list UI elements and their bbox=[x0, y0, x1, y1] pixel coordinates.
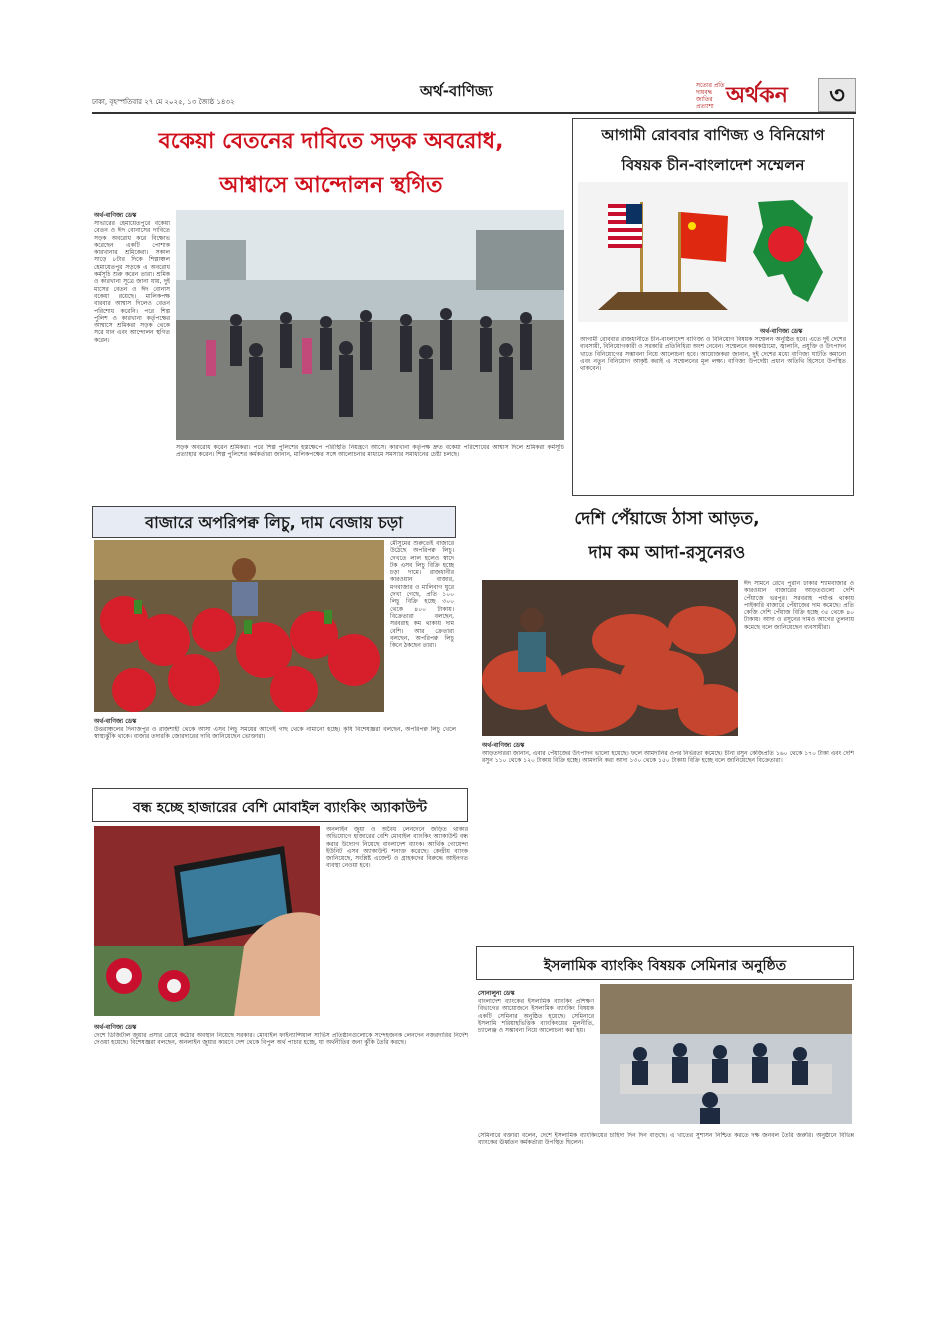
logo-wordmark: অর্থকন bbox=[726, 81, 788, 108]
section-title: অর্থ-বাণিজ্য bbox=[420, 82, 493, 100]
masthead-rule bbox=[92, 112, 856, 114]
dateline: ঢাকা, বৃহস্পতিবার ২৭ মে ২০২৫, ১৩ জ্যৈষ্ঠ ১৪৩২ bbox=[92, 98, 235, 106]
story2-flags-graphic bbox=[578, 182, 848, 322]
story4-body-bottom: আড়তদাররা জানান, এবার পেঁয়াজের উৎপাদন ভালো হয়েছে। ফলে আমদানির ওপর নির্ভরতা কমেছে। চীনা রসুন কেজিপ্রতি ১৬০ থেকে ১৭০ টাকা এবং দেশি রসুন ১১০ থেকে ১২০ টাকায় বিক্রি হচ্ছে। আমদানি করা আদা ১৩০ থেকে ১৫০ টাকায় বিক্রি হচ্ছে বলে জানিয়েছেন বিক্রেতারা। bbox=[482, 750, 854, 765]
story3-headline: বাজারে অপরিপক্ব লিচু, দাম বেজায় চড়া bbox=[145, 513, 403, 532]
story5-photo bbox=[94, 826, 320, 1016]
story2-body: আগামী রোববার রাজধানীতে চীন-বাংলাদেশ বাণিজ্য ও বিনিয়োগ বিষয়ক সম্মেলন অনুষ্ঠিত হবে। এতে দুই দেশের ব্যবসায়ী, বিনিয়োগকারী ও সরকারি প্রতিনিধিরা অংশ নেবেন। সম্মেলনে অবকাঠামো, জ্বালানি, প্রযুক্তি ও উৎপাদন খাতে বিনিয়োগের সম্ভাবনা নিয়ে আলোচনা হবে। আয়োজকরা জানান, দুই দেশের মধ্যে বাণিজ্য ঘাটতি কমানো এবং নতুন বিনিয়োগ আকৃষ্ট করাই এ সম্মেলনের মূল লক্ষ্য। বাণিজ্য উপদেষ্টা প্রধান অতিথি হিসেবে উপস্থিত থাকবেন। bbox=[580, 336, 846, 373]
story5-byline: অর্থ-বাণিজ্য ডেস্ক bbox=[94, 1024, 137, 1031]
story1-photo bbox=[176, 210, 564, 440]
story4-headline-line1: দেশি পেঁয়াজে ঠাসা আড়ত, bbox=[574, 509, 760, 529]
story4-byline: অর্থ-বাণিজ্য ডেস্ক bbox=[482, 742, 525, 749]
story6-body-bottom: সেমিনারে বক্তারা বলেন, দেশে ইসলামিক ব্যাংকিংয়ের চাহিদা দিন দিন বাড়ছে। এ খাতের সুশাসন নিশ্চিত করতে দক্ষ জনবল তৈরি জরুরি। অনুষ্ঠানে বিভিন্ন ব্যাংকের ঊর্ধ্বতন কর্মকর্তারা উপস্থিত ছিলেন। bbox=[478, 1132, 854, 1147]
story1-headline-line1: বকেয়া বেতনের দাবিতে সড়ক অবরোধ, bbox=[158, 129, 504, 154]
story1-body-bottom: সড়ক অবরোধ করেন শ্রমিকরা। পরে শিল্প পুলিশের হস্তক্ষেপে পরিস্থিতি নিয়ন্ত্রণে আসে। কারখানা কর্তৃপক্ষ দ্রুত বকেয়া পরিশোধের আশ্বাস দিলে শ্রমিকরা কর্মসূচি প্রত্যাহার করেন। শিল্প পুলিশের কর্মকর্তারা জানান, মালিকপক্ষের সঙ্গে আলোচনার মাধ্যমে সমস্যার সমাধানের চেষ্টা চলছে। bbox=[176, 444, 564, 459]
story4-headline-line2: দাম কম আদা-রসুনেরও bbox=[588, 543, 746, 563]
page-number: ৩ bbox=[818, 78, 856, 112]
story6-photo bbox=[600, 984, 852, 1124]
newspaper-logo bbox=[696, 79, 816, 113]
us-flag-icon bbox=[608, 204, 642, 248]
story2-headline-line1: আগামী রোববার বাণিজ্য ও বিনিয়োগ bbox=[601, 126, 825, 144]
story3-body-right: মৌসুমের শুরুতেই বাজারে উঠেছে অপরিপক্ব লিচু। দেখতে লাল হলেও স্বাদে টক এসব লিচু বিক্রি হচ্ছে চড়া দামে। রাজধানীর কারওয়ান বাজার, মগবাজার ও মালিবাগ ঘুরে দেখা গেছে, প্রতি ১০০ লিচু বিক্রি হচ্ছে ৩০০ থেকে ৪০০ টাকায়। বিক্রেতারা বলছেন, সরবরাহ কম থাকায় দাম বেশি। আর ক্রেতারা বলছেন, অপরিপক্ব লিচু কিনে ঠকছেন তারা। bbox=[390, 540, 454, 650]
china-flag-icon bbox=[681, 212, 728, 262]
story3-body-bottom: উত্তরাঞ্চলের দিনাজপুর ও রাজশাহী থেকে আসা এসব লিচু সময়ের আগেই গাছ থেকে নামানো হচ্ছে। কৃষি বিশেষজ্ঞরা বলছেন, অপরিপক্ব লিচু খেলে স্বাস্থ্যঝুঁকি থাকে। বাজার তদারকি জোরদারের দাবি জানিয়েছেন ভোক্তারা। bbox=[94, 726, 456, 741]
story3-photo bbox=[94, 540, 384, 712]
story2-headline-line2: বিষয়ক চীন-বাংলাদেশ সম্মেলন bbox=[621, 156, 805, 174]
story6-body-left: বাংলাদেশ ব্যাংকের ইসলামিক ব্যাংকিং প্রশিক্ষণ বিভাগের আয়োজনে ইসলামিক ব্যাংকিং বিষয়ক একটি সেমিনার অনুষ্ঠিত হয়েছে। সেমিনারে ইসলামি শরিয়াহভিত্তিক ব্যাংকিংয়ের মূলনীতি, চ্যালেঞ্জ ও সম্ভাবনা নিয়ে আলোচনা করা হয়। bbox=[478, 998, 594, 1035]
story1-byline: অর্থ-বাণিজ্য ডেস্ক bbox=[94, 212, 137, 219]
story6-headline: ইসলামিক ব্যাংকিং বিষয়ক সেমিনার অনুষ্ঠিত bbox=[543, 958, 787, 974]
story4-photo bbox=[482, 580, 738, 736]
logo-tagline: সত্যের প্রতি দায়বদ্ধ জাতির প্রত্যাশা bbox=[696, 82, 725, 110]
story1-body-left: সাভারের হেমায়েতপুরে বকেয়া বেতন ও ঈদ বোনাসের দাবিতে সড়ক অবরোধ করে বিক্ষোভ করেছেন একটি পোশাক কারখানার শ্রমিকেরা। সকাল সাড়ে ৮টার দিকে শিল্পাঞ্চল হেমায়েতপুর সড়কে এ অবরোধ কর্মসূচি শুরু করেন তারা। শ্রমিক ও কারখানা সূত্রে জানা যায়, দুই মাসের বেতন ও ঈদ বোনাস বকেয়া রয়েছে। মালিকপক্ষ বারবার আশ্বাস দিলেও বেতন পরিশোধ করেনি। পরে শিল্প পুলিশ ও কারখানা কর্তৃপক্ষের আশ্বাসে শ্রমিকরা সড়ক থেকে সরে যান এবং আন্দোলন স্থগিত করেন। bbox=[94, 220, 170, 344]
story2-byline: অর্থ-বাণিজ্য ডেস্ক bbox=[760, 328, 803, 335]
story4-body-right: ঈদ সামনে রেখে পুরান ঢাকার শ্যামবাজার ও কারওয়ান বাজারের আড়তগুলো দেশি পেঁয়াজে ভরপুর। সরবরাহ পর্যাপ্ত থাকায় পাইকারি বাজারে পেঁয়াজের দাম কমেছে। প্রতি কেজি দেশি পেঁয়াজ বিক্রি হচ্ছে ৩৫ থেকে ৪০ টাকায়। আদা ও রসুনের দামও আগের তুলনায় কমেছে বলে জানিয়েছেন ব্যবসায়ীরা। bbox=[744, 580, 854, 631]
story6-byline: সোনালুনা ডেস্ক bbox=[478, 990, 515, 997]
story5-body-bottom: দেশে ডিজিটাল জুয়ার প্রসার রোধে কঠোর অবস্থান নিয়েছে সরকার। মোবাইল ফাইন্যান্সিয়াল সার্ভিস প্রতিষ্ঠানগুলোকে সন্দেহজনক লেনদেন নজরদারির নির্দেশ দেওয়া হয়েছে। বিশেষজ্ঞরা বলছেন, অনলাইন জুয়ার কারণে দেশ থেকে বিপুল অর্থ পাচার হচ্ছে, যা অর্থনীতির জন্য ঝুঁকি তৈরি করছে। bbox=[94, 1032, 468, 1047]
story5-body-right: অনলাইন জুয়া ও অবৈধ লেনদেনে জড়িত থাকার অভিযোগে হাজারের বেশি মোবাইল ব্যাংকিং অ্যাকাউন্ট বন্ধ করার উদ্যোগ নিয়েছে বাংলাদেশ ব্যাংক। আর্থিক গোয়েন্দা ইউনিট এসব অ্যাকাউন্ট শনাক্ত করেছে। কেন্দ্রীয় ব্যাংক জানিয়েছে, সংশ্লিষ্ট এজেন্ট ও গ্রাহকদের বিরুদ্ধে আইনগত ব্যবস্থা নেওয়া হবে। bbox=[326, 826, 468, 870]
story3-byline: অর্থ-বাণিজ্য ডেস্ক bbox=[94, 718, 137, 725]
story1-headline-line2: আশ্বাসে আন্দোলন স্থগিত bbox=[219, 173, 443, 198]
story5-headline: বন্ধ হচ্ছে হাজারের বেশি মোবাইল ব্যাংকিং অ্যাকাউন্ট bbox=[132, 800, 427, 816]
